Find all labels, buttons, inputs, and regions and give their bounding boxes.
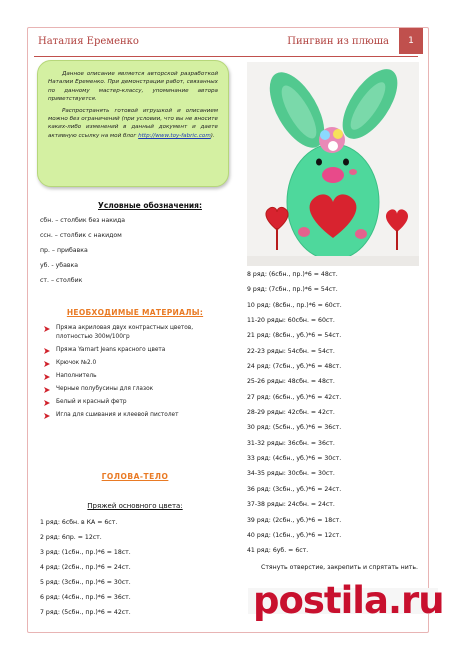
- pattern-row: 30 ряд: (5сбн., уб.)*6 = 36ст.: [247, 424, 342, 432]
- legend-item: пр. – прибавка: [40, 247, 88, 254]
- pattern-row: 7 ряд: (5сбн., пр.)*6 = 42ст.: [40, 609, 131, 616]
- head-body-title: ГОЛОВА-ТЕЛО: [101, 472, 169, 481]
- material-text: Черные полубусины для глазок: [56, 386, 154, 392]
- pattern-row: 6 ряд: (4сбн., пр.)*6 = 36ст.: [40, 594, 131, 601]
- notice-url-suffix: ).: [210, 132, 215, 139]
- legend-section: [40, 201, 230, 285]
- pattern-row: 37-38 ряды: 24сбн. = 24ст.: [247, 501, 335, 509]
- list-item: [40, 411, 230, 420]
- pattern-row: 10 ряд: (8сбн., пр.)*6 = 60ст.: [247, 301, 342, 309]
- toy-photo: [247, 62, 419, 266]
- closing-instruction: Стянуть отверстие, закрепить и спрятать нить.: [261, 563, 418, 571]
- pattern-row: 25-26 ряды: 48сбн. = 48ст.: [247, 378, 335, 386]
- pattern-row: 21 ряд: (8сбн., уб.)*6 = 54ст.: [247, 332, 342, 340]
- list-item: [40, 385, 230, 394]
- legend-item: ссн. – столбик с накидом: [40, 232, 122, 239]
- blog-link[interactable]: http://www.toy-fabric.com: [138, 132, 211, 139]
- pattern-row: 40 ряд: (1сбн., уб.)*6 = 12ст.: [247, 531, 342, 539]
- list-item: [40, 398, 230, 407]
- yarn-subtitle: Пряжей основного цвета:: [87, 502, 183, 510]
- page-number-badge: 1: [399, 28, 423, 54]
- legend-item: ст. – столбик: [40, 277, 83, 284]
- materials-title: НЕОБХОДИМЫЕ МАТЕРИАЛЫ:: [66, 308, 204, 317]
- head-body-section: [40, 472, 230, 620]
- notice-paragraph-2-text: Распространять готовой игрушкой и описанием можно без ограничений (при условии, что вы не вносите каких-либо изменений в данный документ и даете активную ссылку на мой блог: [48, 107, 218, 139]
- red-arrow-icon: [43, 347, 51, 355]
- legend-item: сбн. – столбик без накида: [40, 217, 126, 224]
- nose-shape: [322, 167, 344, 183]
- notice-paragraph-1: Данное описание является авторской разработкой Наталии Еременко. При демонстрации работ, связанных по данному мастер-классу, упоминание автора приветствуется.: [48, 71, 218, 103]
- pattern-row: 36 ряд: (3сбн., уб.)*6 = 24ст.: [247, 485, 342, 493]
- document-title: Пингвин из плюша: [287, 36, 389, 47]
- pattern-row: 1 ряд: 6сбн. в КА = 6ст.: [40, 519, 118, 526]
- pattern-row: 11-20 ряды: 60сбн. = 60ст.: [247, 317, 335, 325]
- author-name: Наталия Еременко: [38, 36, 139, 47]
- red-arrow-icon: [43, 399, 51, 407]
- pattern-row: 2 ряд: 6пр. = 12ст.: [40, 534, 102, 541]
- red-arrow-icon: [43, 360, 51, 368]
- pattern-row: 5 ряд: (3сбн., пр.)*6 = 30ст.: [40, 579, 131, 586]
- material-text: Крючок №2.0: [56, 360, 97, 366]
- material-text: Наполнитель: [56, 373, 97, 379]
- pattern-row: 34-35 ряды: 30сбн. = 30ст.: [247, 470, 335, 478]
- copyright-notice: [37, 60, 229, 187]
- pattern-row: 3 ряд: (1сбн., пр.)*6 = 18ст.: [40, 549, 131, 556]
- pattern-row: 39 ряд: (2сбн., уб.)*6 = 18ст.: [247, 516, 342, 524]
- list-item: [40, 372, 230, 381]
- list-item: [40, 324, 230, 342]
- pattern-row: 41 ряд: 6уб. = 6ст.: [247, 547, 309, 555]
- rows-left-column: [40, 515, 230, 620]
- red-arrow-icon: [43, 373, 51, 381]
- red-arrow-icon: [43, 386, 51, 394]
- material-text: Белый и красный фетр: [56, 399, 127, 405]
- notice-paragraph-2: [48, 107, 218, 141]
- header-divider: [34, 56, 418, 57]
- pattern-row: 22-23 ряды: 54сбн. = 54ст.: [247, 347, 335, 355]
- pattern-row: 9 ряд: (7сбн., пр.)*6 = 54ст.: [247, 286, 338, 294]
- pattern-row: 24 ряд: (7сбн., уб.)*6 = 48ст.: [247, 363, 342, 371]
- page-header: [38, 34, 423, 54]
- material-text: Пряжа Yarnart Jeans красного цвета: [56, 347, 166, 353]
- materials-list: [40, 324, 230, 420]
- pattern-row: 27 ряд: (6сбн., уб.)*6 = 42ст.: [247, 393, 342, 401]
- pattern-row: 4 ряд: (2сбн., пр.)*6 = 24ст.: [40, 564, 131, 571]
- pattern-row: 8 ряд: (6сбн., пр.)*6 = 48ст.: [247, 271, 338, 278]
- red-arrow-icon: [43, 325, 51, 333]
- pattern-row: 31-32 ряды: 36сбн. = 36ст.: [247, 439, 335, 447]
- material-text: Игла для сшивания и клеевой пистолет: [56, 412, 179, 418]
- red-arrow-icon: [43, 412, 51, 420]
- pattern-row: 28-29 ряды: 42сбн. = 42ст.: [247, 409, 335, 417]
- legend-title: Условные обозначения:: [98, 201, 202, 210]
- materials-section: [40, 308, 230, 424]
- pattern-row: 33 ряд: (4сбн., уб.)*6 = 30ст.: [247, 455, 342, 463]
- rows-right-column: [247, 267, 423, 575]
- bunny-toy-illustration: [247, 62, 419, 266]
- list-item: [40, 359, 230, 368]
- list-item: [40, 346, 230, 355]
- material-text: Пряжа акриловая двух контрастных цветов, плотностью 300м/100гр: [56, 325, 194, 340]
- legend-item: уб. - убавка: [40, 262, 79, 269]
- postila-watermark-logo: postila.ru: [253, 579, 444, 622]
